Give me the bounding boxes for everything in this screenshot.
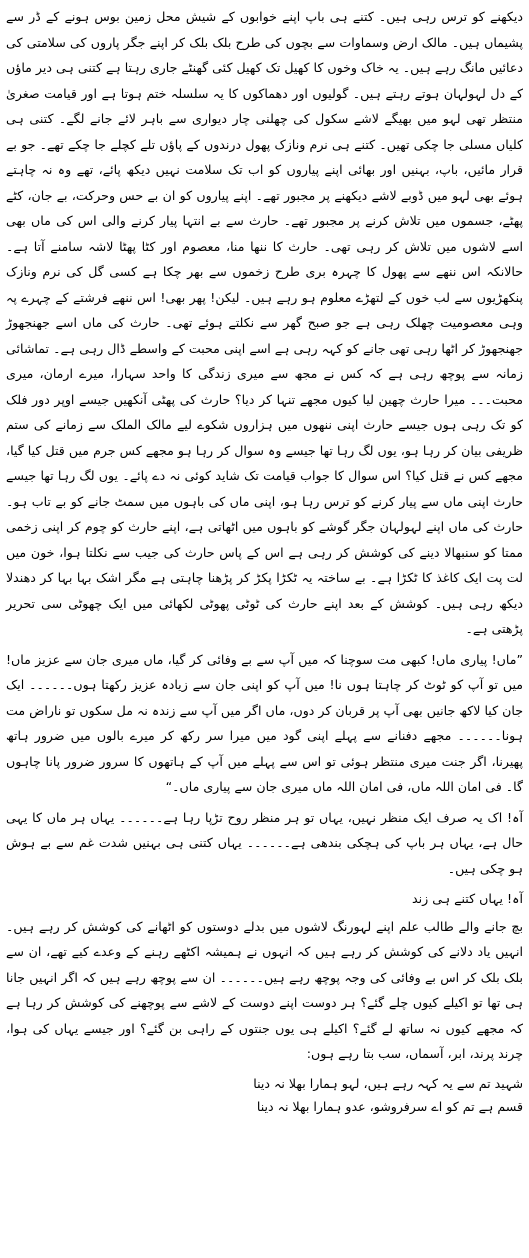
paragraph-exclamation: آہ! یہاں کتنے ہی زند [412,891,523,906]
paragraph-every-scene: آہ! اک یہ صرف ایک منظر نہیں، یہاں تو ہر منظر روح تڑپا رہا ہے۔۔۔۔۔۔ یہاں ہر ماں کا یہی حال ہے، یہاں ہر باپ کی ہچکی بندھی ہے۔۔۔۔۔۔ یہاں کتنی ہی بہنیں شدت غم سے بے ہوش ہو چکی ہیں۔ [6,809,523,876]
paragraph-haris-letter: ”ماں! پیاری ماں! کبھی مت سوچنا کہ میں آپ سے بے وفائی کر گیا، ماں میری جان سے عزیز ماں! میں تو آپ کو ٹوٹ کر چاہتا ہوں نا! میں آپ کو اپنی جان سے زیادہ عزیز رکھتا ہوں۔۔۔۔۔۔ ایک جان کیا لاکھ جانیں بھی آپ پر قربان کر دوں، ماں اگر میں آپ سے زندہ نہ مل سکوں تو ناراض مت ہونا۔۔۔۔۔۔ مجھے دفنانے سے پہلے اپنی گود میں میرا سر رکھ کر میرے بالوں میں ضرور ہاتھ پھیرنا، اگر جنت میری منتظر ہوئی تو اس سے پہلے میں آپ کے ہاتھوں کا سرور ضرور پانا چاہوں گا۔ فی امان اللہ ماں، فی امان اللہ ماں میری جان سے پیاری ماں۔“ [6,651,523,794]
verse-line-2: قسم ہے تم کو اے سرفروشو، عدو ہمارا بھلا نہ دینا [256,1098,523,1114]
verse-line-1: شہید تم سے یہ کہہ رہے ہیں، لہو ہمارا بھلا نہ دینا [253,1075,523,1091]
paragraph-surviving-students: بچ جانے والے طالب علم اپنے لہورنگ لاشوں میں بدلے دوستوں کو اٹھانے کی کوشش کر رہے ہیں۔ انہیں یاد دلانے کی کوشش کر رہے ہیں کہ انہوں نے ہمیشہ اکٹھے رہنے کے وعدے کیے تھے، ان سے بلک بلک کر اس بے وفائی کی وجہ پوچھ رہے ہیں۔۔۔۔۔۔ ان سے پوچھ رہے ہیں کہ اگر انہیں جانا ہی تھا تو اکیلے کیوں چلے گئے؟ ہر دوست اپنے دوست کے لاشے سے پوچھنے کی کوشش کر رہا ہے کہ مجھے کیوں نہ ساتھ لے گئے؟ اکیلے ہی یوں جنتوں کے راہی بن گئے؟ اور جیسے یہاں کی ہوا، چرند پرند، ابر، آسماں، سب بتا رہے ہوں: [6,918,523,1061]
paragraph-mourning-scene: دیکھنے کو ترس رہی ہیں۔ کتنے ہی باپ اپنے خوابوں کے شیش محل زمین بوس ہونے کے ڈر سے پشیماں ہیں۔ مالک ارض وسماوات سے بچوں کی طرح بلک بلک کر اپنے جگر پاروں کی سلامتی کی دعائیں مانگ رہے ہیں۔ یہ خاک وخوں کا کھیل تک کھیل کئی گھنٹے جاری رہتا ہے کتنی ہی دیر ماؤں کے دل لہولہان ہوتے رہتے ہیں۔ گولیوں اور دھماکوں کا یہ سلسلہ ختم ہوتا ہے اور قیامت صغریٰ منتظر تھی لہو میں بھیگے لاشے سکول کی چھلنی چار دیواری سے باہر لائے جانے لگے۔ کتنی ہی کلیاں مسلی جا چکی تھیں۔ کتنے ہی نرم ونازک پھول درندوں کے پاؤں تلے کچلے جا چکے تھے۔ جو بے قرار مائیں، باپ، بہنیں اور بھائی اپنے پیاروں کو اب تک سلامت نہیں دیکھ پائے، تھے وہ نہ چاہتے ہوئے بھی لہو میں ڈوبے لاشے دیکھنے پر مجبور تھے۔ اپنے پیاروں کو ان بے حس وحرکت، بے جان، کٹے پھٹے، جسموں میں تلاش کرنے پر مجبور تھے۔ حارث سے بے انتہا پیار کرنے والی اس کی ماں بھی اسے لاشوں میں تلاش کر رہی تھی۔ حارث کا ننھا منا، معصوم اور کٹا پھٹا لاشہ سامنے آتا ہے۔ حالانکہ اس ننھے سے پھول کا چہرہ بری طرح زخموں سے بھر چکا ہے کسی گل کی نرم ونازک پنکھڑیوں سے لب خوں کے لتھڑے معلوم ہو رہے ہیں۔ لیکن! پھر بھی! اس ننھے فرشتے کے چہرے پہ وہی معصومیت چھلک رہی ہے جو صبح گھر سے نکلتے ہوئے تھی۔ حارث کی ماں اسے جھنجھوڑ جھنجھوڑ کر اٹھا رہی تھی جانے کو کہہ رہی ہے اسے اپنی محبت کے واسطے ڈال رہی ہے۔ تماشائی زمانہ سے پوچھ رہی ہے کہ کس نے مجھ سے میری زندگی کا واحد سہارا، میرے ارمان، میری محبت۔۔۔ میرا حارث چھین لیا کیوں مجھے تنہا کر دیا؟ حارث کی پھٹی آنکھیں جیسے اوپر دور فلک کو تک رہی ہوں جیسے حارث اپنی ننھوں میں ہزاروں شکوے لیے مالک الملک سے زمانے کی ستم ظریفی بیان کر رہا ہو، یوں لگ رہا تھا جیسے وہ سوال کر رہا ہو مجھے کس جرم میں قتل کیا گیا، مجھے کس نے قتل کیا؟ اس سوال کا جواب قیامت تک شاید کوئی نہ دے پائے۔ یوں لگ رہا تھا جیسے حارث اپنی ماں سے پیار کرنے کو ترس رہا ہو، اپنی ماں کی باہوں میں سمٹ جانے کو بے تاب ہو۔ حارث کی ماں اپنے لہولہان جگر گوشے کو باہوں میں اٹھاتی ہے، اپنے حارث کو چوم کر اپنی زخمی ممتا کو سنبھالا دینے کی کوشش کر رہی ہے اس کے پاس حارث کی جیب سے نکلتا ہوا، خون میں لت پت ایک کاغذ کا ٹکڑا ہے۔ بے ساختہ یہ ٹکڑا پکڑ کر پڑھنا چاہتی ہے مگر اشک بہا بہا کر دھندلا دیکھ رہی ہیں۔ کوشش کے بعد اپنے حارث کی ٹوٹی پھوٹی لکھائی میں ایک چھوٹی سی تحریر پڑھتی ہے۔ [6,9,523,636]
